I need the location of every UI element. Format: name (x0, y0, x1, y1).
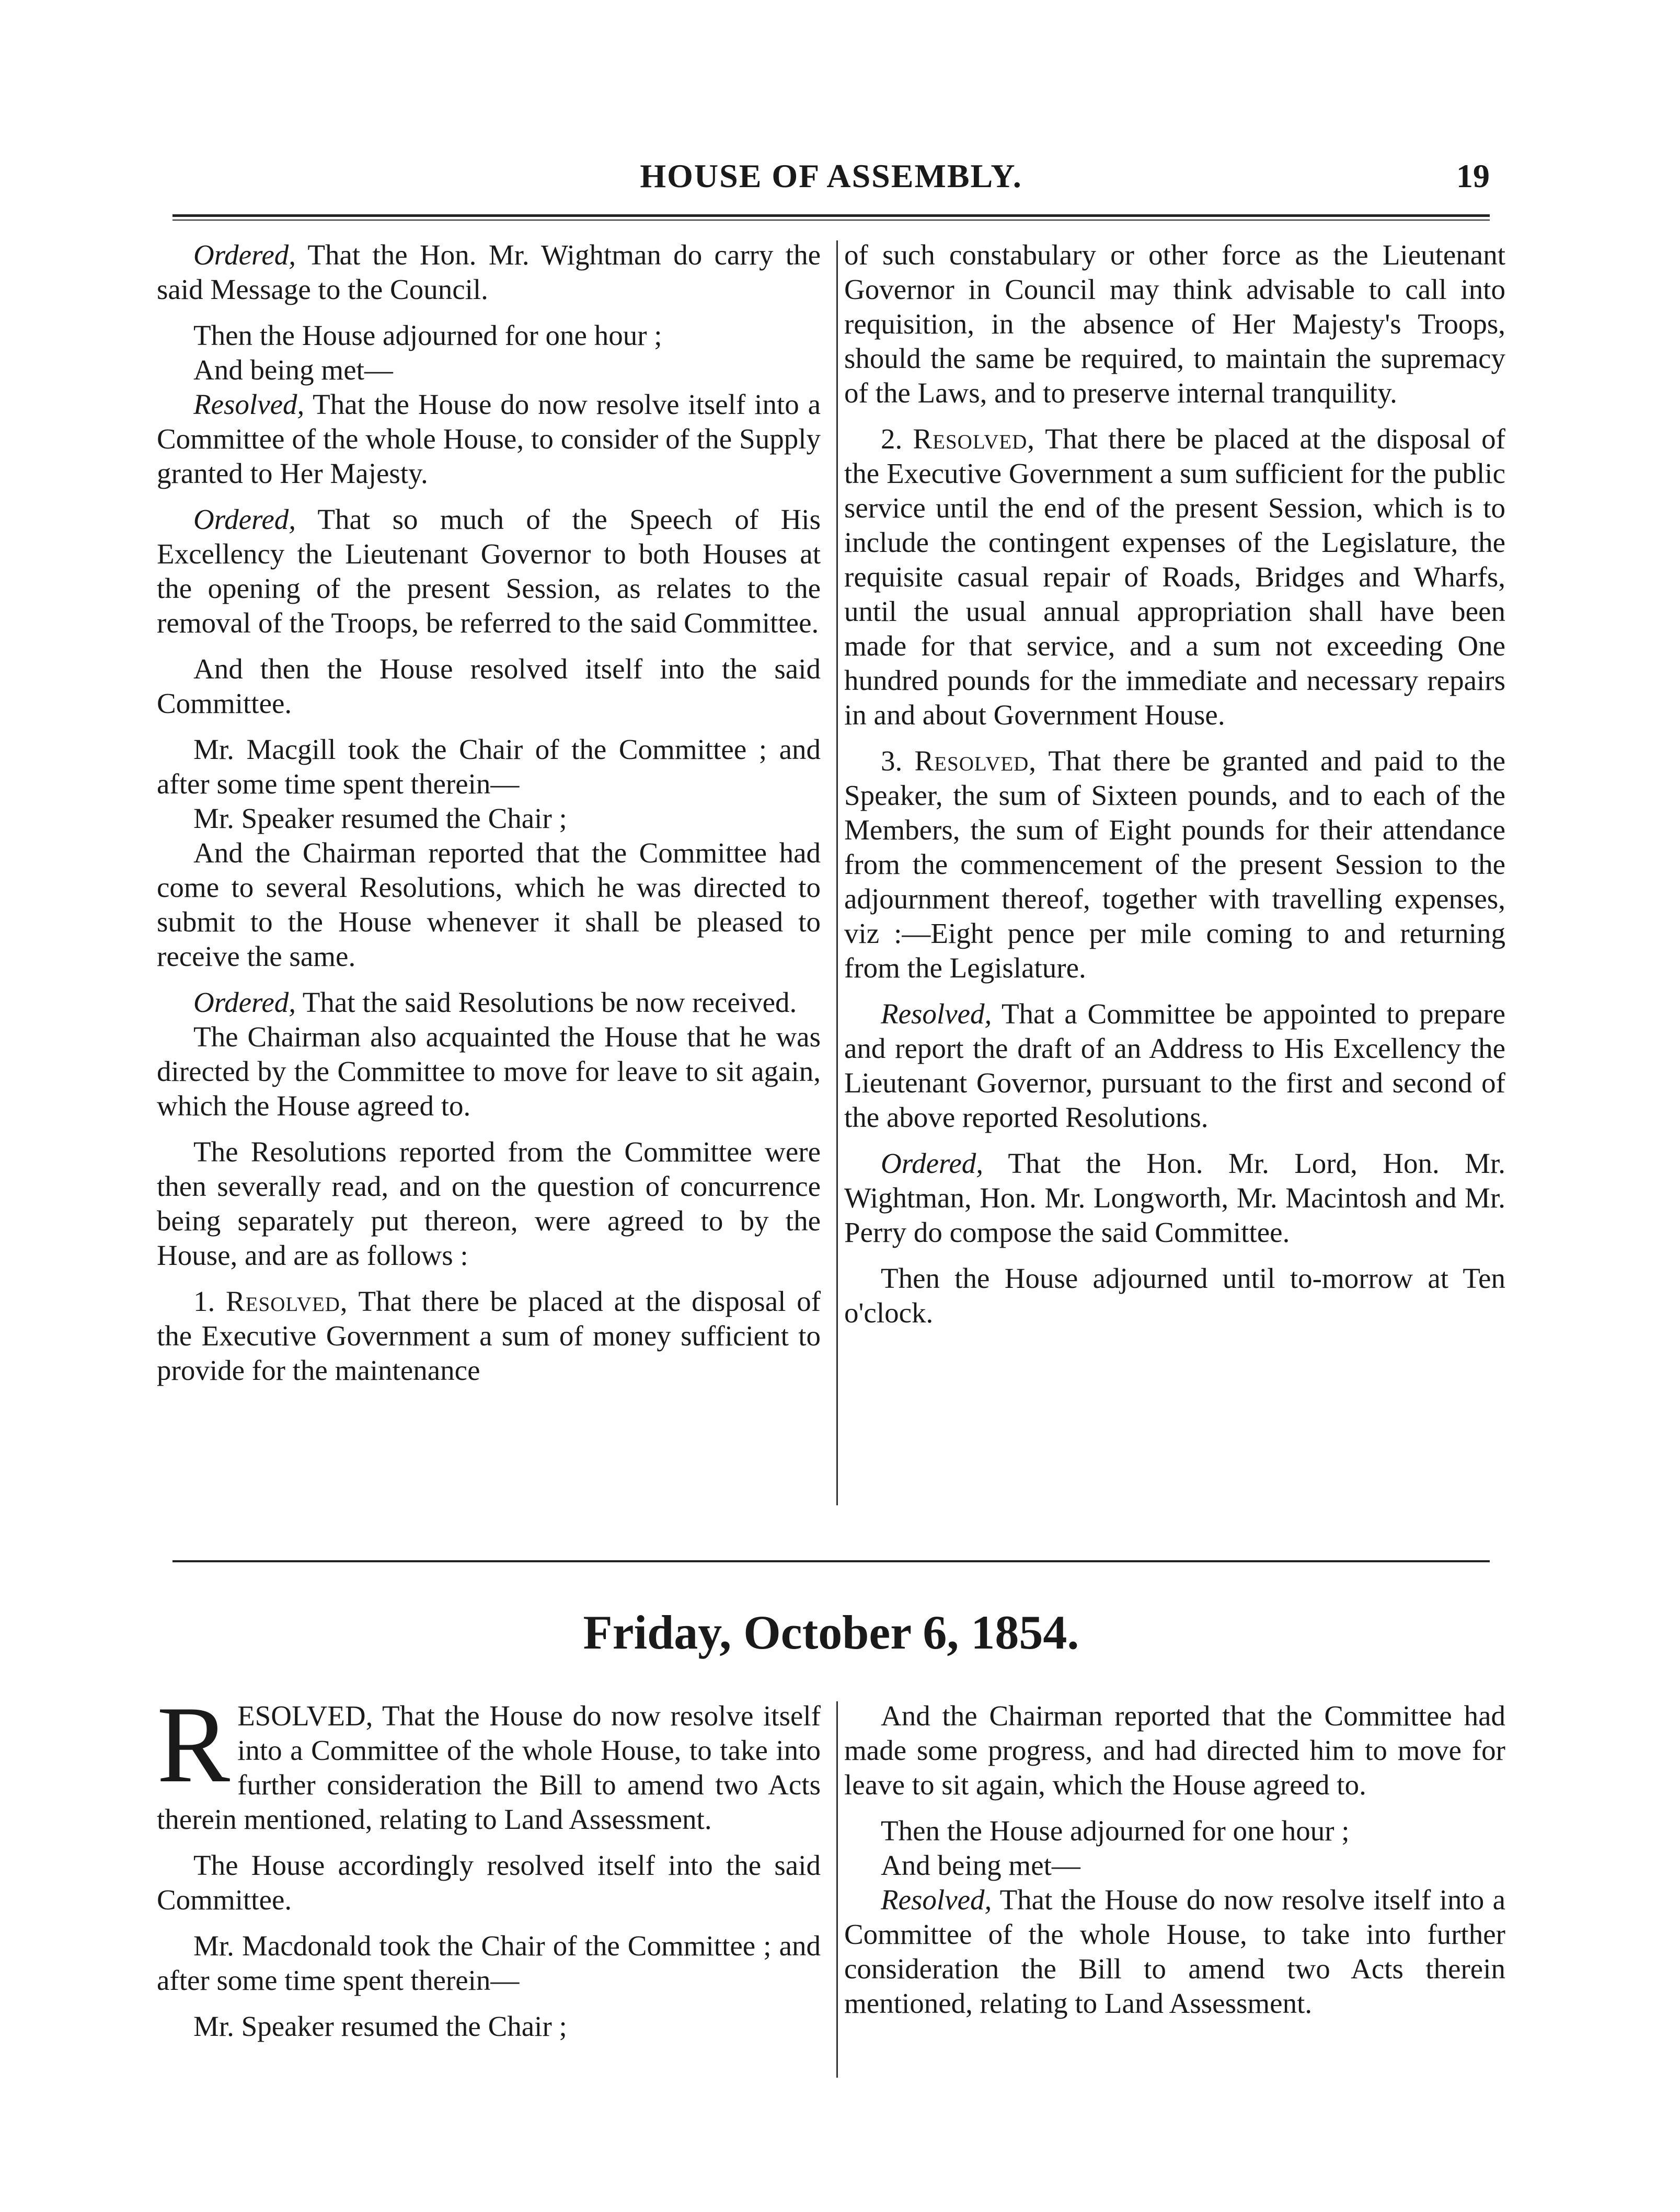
paragraph: of such constabulary or other force as the Lieutenant Governor in Council may think advisable to call into requisition, in the absence of Her Majesty's Troops, should the same be required, to maintain the supremacy of the Laws, and to preserve internal tranquility. (844, 239, 1505, 409)
running-title: HOUSE OF ASSEMBLY. (640, 157, 1022, 194)
bottom-left-column (157, 1684, 821, 2055)
top-right-column (844, 238, 1505, 1342)
paragraph: Ordered, That the Hon. Mr. Lord, Hon. Mr. Wightman, Hon. Mr. Longworth, Mr. Macintosh and Mr. Perry do compose the said Committee. (844, 1147, 1505, 1248)
paragraph: The House accordingly resolved itself into the said Committee. (157, 1849, 821, 1916)
paragraph: Resolved, That a Committee be appointed to prepare and report the draft of an Address to His Excellency the Lieutenant Governor, pursuant to the first and second of the above reported Resolutions. (844, 998, 1505, 1133)
paragraph: 1. Resolved, That there be placed at the disposal of the Executive Government a sum of money sufficient to provide for the maintenance (157, 1285, 821, 1386)
drop-cap: R (157, 1684, 231, 1805)
bottom-right-column (844, 1699, 1505, 2032)
paragraph: Ordered, That so much of the Speech of His Excellency the Lieutenant Governor to both Houses at the opening of the present Session, as relates to the removal of the Troops, be referred to the said Committee. (157, 503, 821, 639)
paragraph: And being met— (193, 354, 393, 386)
page-number: 19 (1456, 157, 1490, 194)
top-left-column (157, 238, 821, 1388)
paragraph: Mr. Macdonald took the Chair of the Committee ; and after some time spent therein— (157, 1930, 821, 1996)
paragraph: Resolved, That the House do now resolve itself into a Committee of the whole House, to consider of the Supply granted to Her Majesty. (157, 388, 821, 489)
header-rule (172, 214, 1490, 221)
paragraph: Then the House adjourned for one hour ; (193, 319, 662, 351)
paragraph: Ordered, That the said Resolutions be now received. (193, 986, 797, 1018)
paragraph: Mr. Speaker resumed the Chair ; (193, 2010, 567, 2042)
paragraph: Then the House adjourned for one hour ; (881, 1815, 1350, 1847)
paragraph: 3. Resolved, That there be granted and paid to the Speaker, the sum of Sixteen pounds, and to each of the Members, the sum of Eight pounds for their attendance from the commencement of the present Session to the adjournment thereof, together with travelling expenses, viz :—Eight pence per mile coming to and returning from the Legislature. (844, 745, 1506, 984)
paragraph: And being met— (881, 1849, 1080, 1881)
paragraph: Resolved, That the House do now resolve itself into a Committee of the whole House, to take into further consideration the Bill to amend two Acts therein mentioned, relating to Land Assessment. (844, 1884, 1505, 2019)
section-rule (172, 1560, 1490, 1562)
day-heading: Friday, October 6, 1854. (583, 1606, 1079, 1659)
column-divider (836, 1701, 838, 2078)
paragraph: The Resolutions reported from the Committee were then severally read, and on the question of concurrence being separately put thereon, were agreed to by the House, and are as follows : (157, 1136, 821, 1271)
paragraph: Mr. Speaker resumed the Chair ; (193, 802, 567, 834)
paragraph: Ordered, That the Hon. Mr. Wightman do carry the said Message to the Council. (157, 239, 821, 305)
paragraph: Then the House adjourned until to-morrow at Ten o'clock. (844, 1262, 1505, 1329)
paragraph: RESOLVED, That the House do now resolve itself into a Committee of the whole House, to take into further consideration the Bill to amend two Acts therein mentioned, relating to Land Assessment. (157, 1684, 821, 1835)
page-header (172, 157, 1490, 214)
paragraph: And then the House resolved itself into the said Committee. (157, 653, 821, 719)
paragraph: The Chairman also acquainted the House that he was directed by the Committee to move for leave to sit again, which the House agreed to. (157, 1021, 821, 1122)
column-divider (836, 240, 838, 1505)
paragraph: 2. Resolved, That there be placed at the disposal of the Executive Government a sum sufficient for the public service until the end of the present Session, which is to include the contingent expenses of the Legislature, the requisite casual repair of Roads, Bridges and Wharfs, until the usual annual appropriation shall have been made for that service, and a sum not exceeding One hundred pounds for the immediate and necessary repairs in and about Government House. (844, 423, 1505, 731)
paragraph: And the Chairman reported that the Committee had come to several Resolutions, which he was directed to submit to the House whenever it shall be pleased to receive the same. (157, 837, 821, 972)
paragraph: Mr. Macgill took the Chair of the Committee ; and after some time spent therein— (157, 733, 821, 800)
paragraph: And the Chairman reported that the Committee had made some progress, and had directed him to move for leave to sit again, which the House agreed to. (844, 1700, 1505, 1801)
